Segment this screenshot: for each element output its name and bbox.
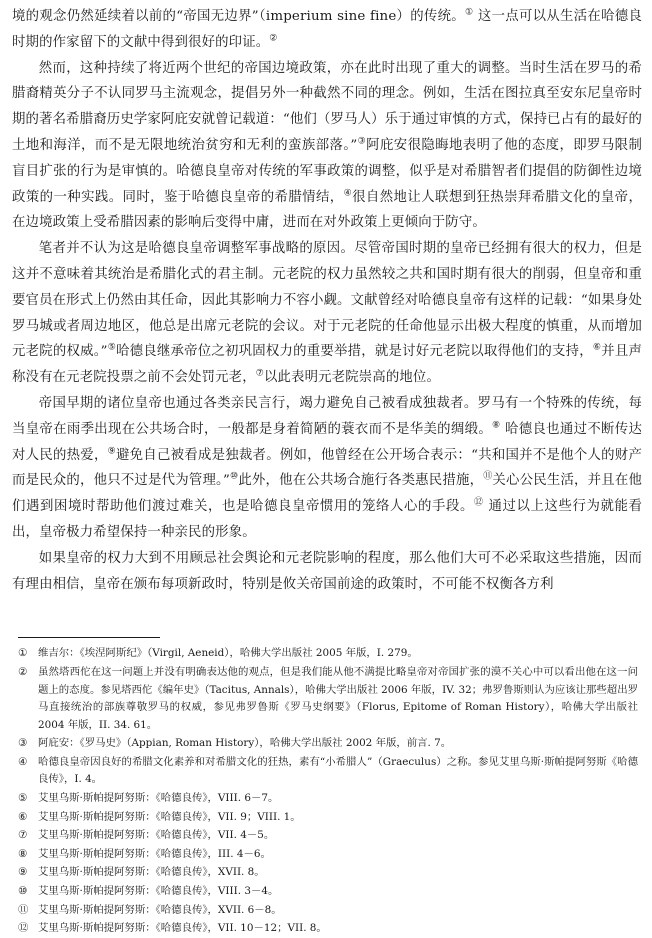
paragraph-text: 很自然地让人联想到狂热崇拜希腊文化的皇帝，在边境政策上受希腊因素的影响后变得中庸，进而在对外政策上更倾向于防守。 bbox=[12, 189, 642, 231]
footnote-text: 阿庇安：《罗马史》（Appian, Roman History），哈佛大学出版社 2002 年版，前言. 7。 bbox=[38, 737, 452, 750]
footnote-mark: ⑪ bbox=[18, 903, 29, 916]
footnote-text: 艾里乌斯·斯帕提阿努斯：《哈德良传》，VII. 10－12；VII. 8。 bbox=[38, 922, 327, 935]
footnote bbox=[18, 883, 642, 901]
footnote-text: 艾里乌斯·斯帕提阿努斯：《哈德良传》，XVII. 8。 bbox=[38, 866, 265, 879]
paragraph-text: 境的观念仍然延续着以前的“帝国无边界”（imperium sine fine）的传统。 bbox=[12, 9, 465, 24]
footnote-ref[interactable]: ⑪ bbox=[483, 471, 493, 482]
footnote-ref[interactable]: ④ bbox=[343, 188, 353, 199]
paragraph-text: 笔者并不认为这是哈德良皇帝调整军事战略的原因。尽管帝国时期的皇帝已经拥有很大的权力，但是这并不意味着其统治是希腊化式的君主制。元老院的权力虽然较之共和国时期有很大的削弱，但皇帝和重要官员在形式上仍然由其任命，因此其影响力不容小觑。文献曾经对哈德良皇帝有这样的记载：“如果身处罗马城或者周边地区，他总是出席元老院的会议。对于元老院的任命他显示出极大程度的慎重，从而增加元老院的权威。” bbox=[12, 241, 642, 360]
footnote-ref[interactable]: ① bbox=[464, 7, 474, 18]
footnote-text: 艾里乌斯·斯帕提阿努斯：《哈德良传》，III. 4－6。 bbox=[38, 847, 271, 860]
paragraph bbox=[12, 4, 642, 56]
body-text bbox=[12, 4, 642, 597]
footnote-mark: ⑤ bbox=[18, 792, 28, 805]
footnotes bbox=[12, 645, 642, 938]
paragraph-text: 如果皇帝的权力大到不用顾忌社会舆论和元老院影响的程度，那么他们大可不必采取这些措施，因而有理由相信，皇帝在颁布每项新政时，特别是攸关帝国前途的政策时，不可能不权衡各方利 bbox=[12, 550, 642, 592]
footnote bbox=[18, 735, 642, 753]
paragraph-text: 哈德良也通过不断传达对人民的热爱， bbox=[12, 421, 643, 463]
footnote-text: 艾里乌斯·斯帕提阿努斯：《哈德良传》，VIII. 3－4。 bbox=[38, 885, 279, 898]
footnote bbox=[18, 754, 642, 789]
footnote bbox=[18, 846, 642, 864]
footnote-ref[interactable]: ⑫ bbox=[473, 497, 484, 508]
footnote-ref[interactable]: ② bbox=[269, 33, 278, 44]
footnote-ref[interactable]: ⑦ bbox=[255, 368, 264, 379]
footnote-separator bbox=[18, 637, 160, 638]
footnote-mark: ② bbox=[18, 665, 28, 678]
paragraph-text: 并且声称没有在元老院投票之前不会处罚元老， bbox=[12, 344, 643, 386]
footnote-ref[interactable]: ⑤ bbox=[107, 342, 117, 353]
footnote-mark: ① bbox=[18, 647, 28, 660]
footnote bbox=[18, 809, 642, 827]
footnote-text: 艾里乌斯·斯帕提阿努斯：《哈德良传》，VIII. 6－7。 bbox=[38, 792, 279, 805]
footnote-mark: ⑦ bbox=[18, 829, 28, 842]
footnote bbox=[18, 920, 642, 938]
footnote-text: 维吉尔：《埃涅阿斯纪》（Virgil, Aeneid），哈佛大学出版社 2005 年版，I. 279。 bbox=[38, 647, 418, 660]
footnote-ref[interactable]: ⑩ bbox=[229, 471, 239, 482]
paragraph-text: 阿庇安很隐晦地表明了他的态度，即罗马限制盲目扩张的行为是审慎的。哈德良皇帝对传统的军事政策的调整，似乎是对希腊智者们提倡的防御性边境政策的一种实践。同时，鉴于哈德良皇帝的希腊情结， bbox=[12, 137, 643, 205]
footnote-text: 艾里乌斯·斯帕提阿努斯：《哈德良传》，VII. 9；VIII. 1。 bbox=[38, 810, 301, 823]
footnote-text: 虽然塔西佗在这一问题上并没有明确表达他的观点，但是我们能从他不满提比略皇帝对帝国扩张的漠不关心中可以看出他在这一问题上的态度。参见塔西佗《编年史》（Tacitus, Annals），哈佛大学出版社 2006 年版，IV. 32；弗罗鲁斯则认为应该让那些超出罗马直接统治的部族尊敬罗马的权威，参见弗罗鲁斯《罗马史纲要》（Florus, Epitome of Roman History），哈佛大学出版社 2004 年版，II. 34. 61。 bbox=[38, 665, 638, 731]
footnote-mark: ⑥ bbox=[18, 810, 28, 823]
footnote bbox=[18, 864, 642, 882]
paragraph bbox=[12, 546, 642, 598]
footnote-ref[interactable]: ⑧ bbox=[492, 420, 501, 431]
paragraph-text: 然而，这种持续了将近两个世纪的帝国边境政策，亦在此时出现了重大的调整。当时生活在罗马的希腊裔精英分子不认同罗马主流观念，提倡另外一种截然不同的理念。例如，生活在图拉真至安东尼皇帝时期的著名希腊裔历史学家阿庇安就曾记载道：“他们（罗马人）乐于通过审慎的方式，保持已占有的最好的土地和海洋，而不是无限地统治贫穷和无利的蛮族部落。” bbox=[12, 60, 642, 153]
paragraph-text: 帝国早期的诸位皇帝也通过各类亲民言行，竭力避免自己被看成独裁者。罗马有一个特殊的传统，每当皇帝在雨季出现在公共场合时，一般都是身着简陋的蓑衣而不是华美的绸缎。 bbox=[12, 395, 642, 437]
footnote-mark: ⑩ bbox=[18, 885, 28, 898]
footnote-mark: ⑫ bbox=[18, 922, 29, 935]
paragraph bbox=[12, 391, 642, 546]
footnote-text: 艾里乌斯·斯帕提阿努斯：《哈德良传》，VII. 4－5。 bbox=[38, 829, 275, 842]
footnote bbox=[18, 790, 642, 808]
footnote-mark: ⑧ bbox=[18, 847, 28, 860]
paragraph bbox=[12, 236, 642, 391]
paragraph-text: 关心公民生活，并且在他们遇到困境时帮助他们渡过难关，也是哈德良皇帝惯用的笼络人心的手段。 bbox=[12, 473, 643, 515]
footnote bbox=[18, 902, 642, 920]
paragraph-text: 这一点可以从生活在哈德良时期的作家留下的文献中得到很好的印证。 bbox=[12, 9, 642, 50]
paragraph-text: 避免自己被看成是独裁者。例如，他曾经在公开场合表示：“共和国并不是他个人的财产而是民众的，他只不过是代为管理。” bbox=[12, 447, 642, 489]
footnote bbox=[18, 827, 642, 845]
paragraph-text: 此外，他在公共场合施行各类惠民措施， bbox=[238, 473, 484, 489]
footnote-ref[interactable]: ⑨ bbox=[107, 446, 116, 457]
footnote bbox=[18, 664, 642, 734]
footnote-mark: ③ bbox=[18, 737, 28, 750]
paragraph-text: 通过以上这些行为就能看出，皇帝极力希望保持一种亲民的形象。 bbox=[12, 499, 642, 540]
paragraph-text: 以此表明元老院崇高的地位。 bbox=[263, 370, 440, 386]
footnote bbox=[18, 645, 642, 663]
footnote-mark: ⑨ bbox=[18, 866, 28, 879]
footnote-ref[interactable]: ⑥ bbox=[592, 342, 602, 353]
footnote-text: 哈德良皇帝因良好的希腊文化素养和对希腊文化的狂热，素有“小希腊人”（Graeculus）之称。参见艾里乌斯·斯帕提阿努斯《哈德良传》，I. 4。 bbox=[38, 755, 638, 786]
footnote-mark: ④ bbox=[18, 755, 28, 768]
paragraph-text: 哈德良继承帝位之初巩固权力的重要举措，就是讨好元老院以取得他们的支持， bbox=[116, 344, 593, 360]
footnote-text: 艾里乌斯·斯帕提阿努斯：《哈德良传》，XVII. 6－8。 bbox=[38, 903, 282, 916]
paragraph bbox=[12, 56, 642, 237]
footnote-ref[interactable]: ③ bbox=[357, 136, 367, 147]
